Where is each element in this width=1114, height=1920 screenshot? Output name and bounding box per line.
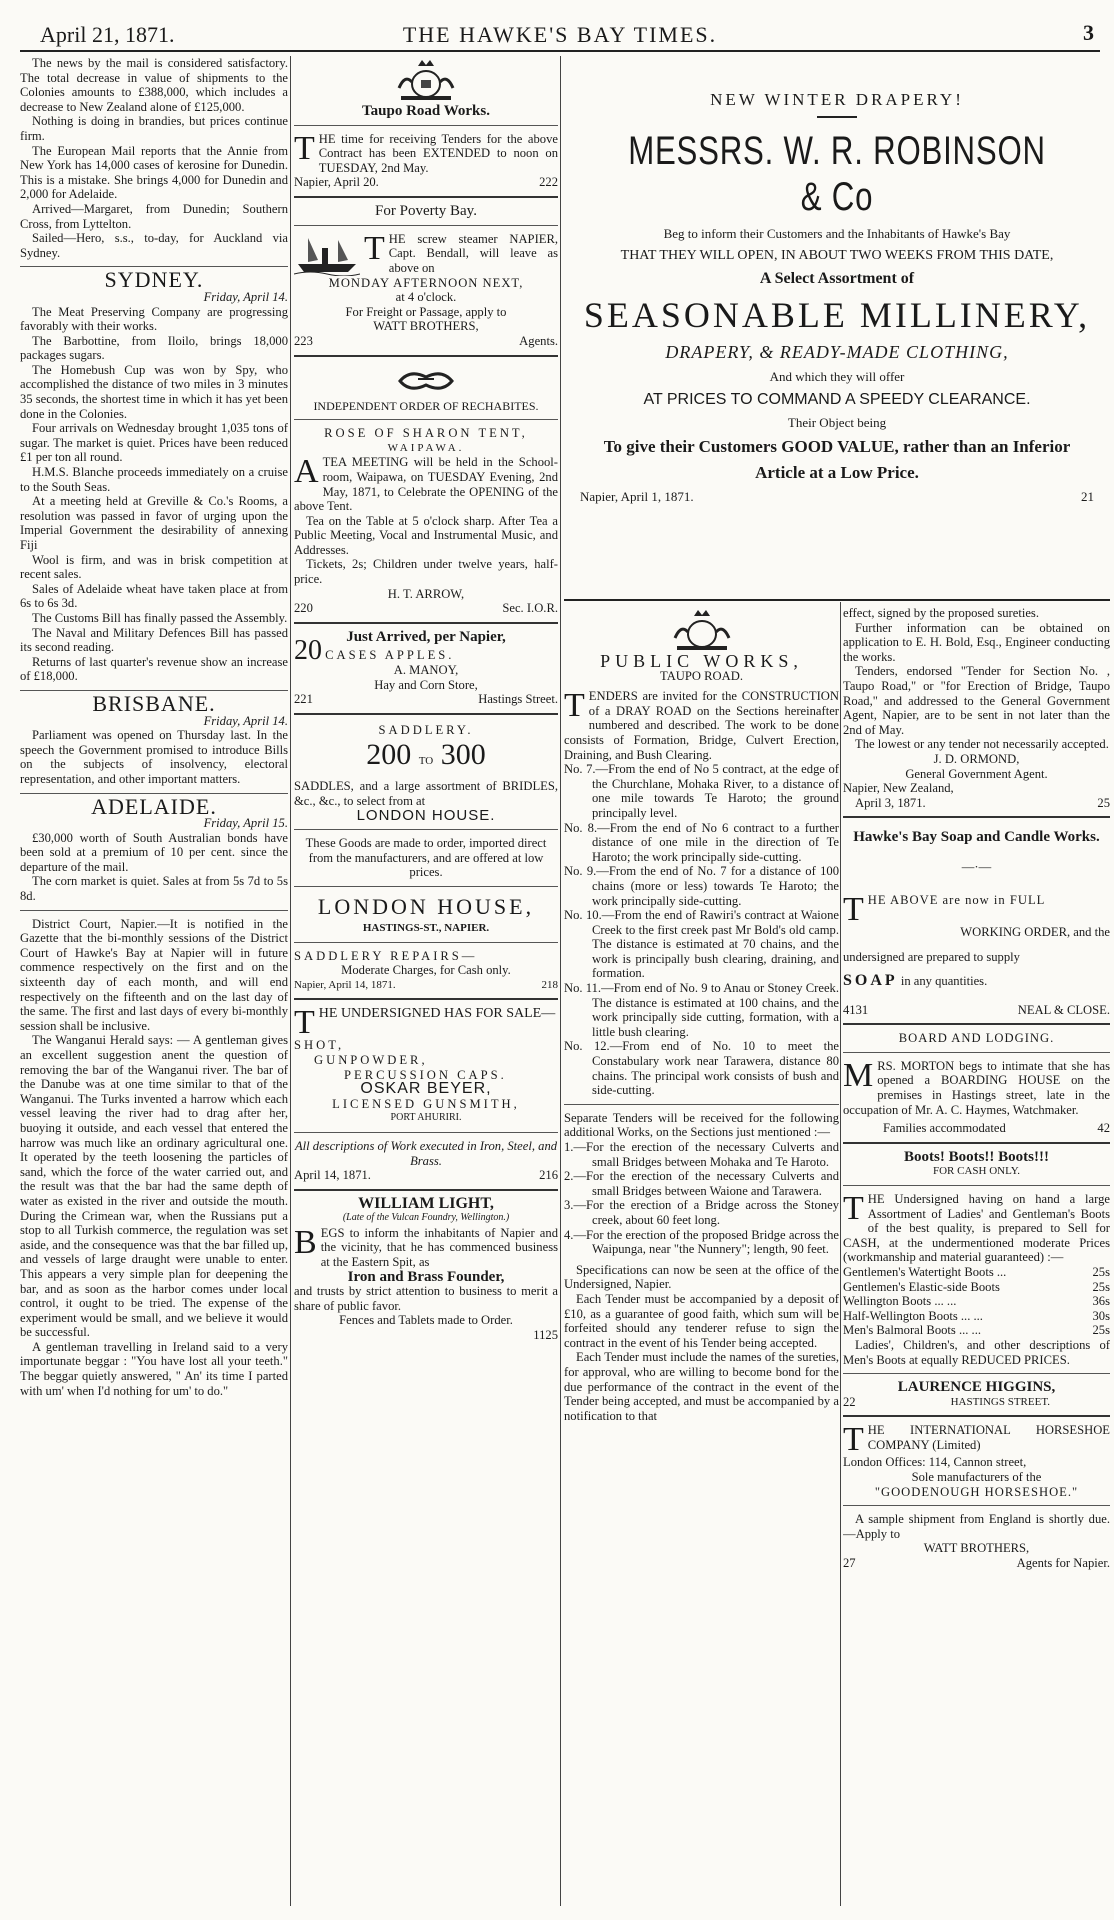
drop-cap: T — [564, 687, 585, 725]
price-item: Gentlemen's Elastic-side Boots — [843, 1279, 1000, 1294]
ad-place: Napier, April 1, 1871. — [580, 489, 694, 504]
ad-number: 216 — [539, 1168, 558, 1183]
ad-rule — [564, 1104, 839, 1105]
tender-item: No. 12.—From end of No. 10 to meet the Constabulary work near Tarawera, distance 80 chains. The principal work consists of bush and side-cutting. — [564, 1039, 839, 1098]
ad-number: 22 — [843, 1394, 856, 1409]
ad-body: These Goods are made to order, imported direct from the manufacturers, and are offered at low prices. — [305, 836, 547, 880]
ad-place: April 14, 1871. — [294, 1168, 371, 1183]
news-paragraph: The Naval and Military Defences Bill has passed its second reading. — [20, 625, 288, 655]
news-paragraph: The news by the mail is considered satisfactory. The total decrease in value of shipments to the Colonies amounts to £388,000, which includes a decrease to New Zealand alone of £125,000. — [20, 56, 288, 114]
ad-number: 25 — [1097, 795, 1110, 810]
work-item: 2.—For the erection of the necessary Culverts and small Bridges between Waione and Tarawera. — [564, 1169, 839, 1198]
price-item: Men's Balmoral Boots ... ... — [843, 1323, 981, 1338]
ad-number: 27 — [843, 1555, 856, 1570]
ad-number: 222 — [539, 175, 558, 190]
ad-line: H. T. ARROW, — [387, 586, 465, 601]
ad-line: undersigned are prepared to supply — [843, 949, 1020, 964]
ad-body: HE time for receiving Tenders for the above Contract has been EXTENDED to noon on TUESDAY, 2nd May. — [318, 131, 558, 175]
ad-body: HE INTERNATIONAL HORSESHOE COMPANY (Limited) — [867, 1423, 1110, 1452]
price-value: 25s — [1092, 1279, 1110, 1294]
ad-body: Separate Tenders will be received for the following additional Works, on the Sections just mentioned :— — [564, 1110, 839, 1140]
masthead-title: THE HAWKE'S BAY TIMES. — [402, 22, 718, 47]
work-item: 3.—For the erection of a Bridge across the Stoney creek, about 60 feet long. — [564, 1198, 839, 1227]
ad-line: J. D. ORMOND, — [933, 751, 1020, 766]
ad-title: LONDON HOUSE, — [317, 893, 535, 919]
price-item: Gentlemen's Watertight Boots ... — [843, 1265, 1007, 1279]
steamer-ship-icon — [294, 232, 360, 276]
ads-column-right — [843, 606, 1110, 1906]
ad-headline: SEASONABLE MILLINERY, — [583, 295, 1091, 335]
ad-number: 223 — [294, 333, 313, 348]
ad-line: SOAP — [843, 972, 898, 990]
price-row — [843, 1265, 1110, 1280]
ad-line: Article at a Low Price. — [755, 463, 919, 482]
ad-rule — [294, 829, 558, 830]
ad-rule — [843, 816, 1110, 818]
news-paragraph: The Wanganui Herald says: — A gentleman gives an excellent suggestion anent the question of removing the bar of the Wanganui river. The bar of the Danube was at one time similar to that of the Wanganui. The Turks invented a harrow which each vessel leaving the river had to drag after her, buoying it outside, and each vessel that entered the harrow was much like an ordinary agricultural one. It operated by the teeth loosening the particles of sand, which the force of the water carried out, and the result was that the bar had the same depth of water as existed in the river and outside the mouth. During the Crimean war, when the Russians put a stop to all Turkish commerce, the regulation was set aside, and the consequence was that the bar filled up, and vessels of large draught were unable to enter. This appears a very simple plan for deepening the bar, and as soon as the harbor comes under local control, it ought to be tried. The expense of the experiment would be small, and we believe it would be successful. — [20, 1033, 288, 1340]
ad-line: WAIPAWA. — [387, 441, 465, 454]
ad-line: LICENSED GUNSMITH, — [332, 1096, 520, 1111]
price-row — [843, 1280, 1110, 1295]
ad-big-number: 300 — [440, 738, 486, 772]
ad-line: PERCUSSION CAPS. — [344, 1067, 507, 1082]
ad-rule — [294, 622, 558, 624]
ad-body: Ladies', Children's, and other descriptions of Men's Boots at equally REDUCED PRICES. — [843, 1337, 1110, 1367]
ad-rule — [294, 355, 558, 357]
news-paragraph: Wool is firm, and was in brisk competition at recent sales. — [20, 552, 288, 582]
ad-body: Each Tender must be accompanied by a deposit of £10, as a guarantee of good faith, which sum will be forfeited should any tenderer refuse to sign the contract in the event of his Tender being accepted. — [564, 1291, 839, 1350]
ad-line: WATT BROTHERS, — [373, 319, 479, 334]
tender-item: No. 7.—From the end of No 5 contract, at the edge of the Churchlane, Mohaka River, to a distance of one mile towards Te Haroto; the ground principally level. — [564, 762, 839, 820]
ad-number: 21 — [1081, 489, 1094, 504]
ad-rule — [294, 998, 558, 1000]
ad-number: 221 — [294, 692, 313, 707]
ad-line: Their Object being — [787, 415, 887, 430]
ad-body: Tenders, endorsed "Tender for Section No. , Taupo Road," or "for Erection of Bridge, Taupo Road," and addressed to the General Government Agent, Napier, are to be sent in not later than the 2nd of May. — [843, 664, 1110, 737]
ad-body: All descriptions of Work executed in Iron, Steel, and Brass. — [294, 1138, 558, 1168]
section-heading-adelaide: ADELAIDE. — [91, 793, 217, 819]
tender-item: No. 9.—From the end of No. 7 for a distance of 100 chains (more or less) towards Te Haroto; the work principally side-cutting. — [564, 864, 839, 908]
price-item: Wellington Boots ... ... — [843, 1294, 957, 1309]
tender-item: No. 11.—From end of No. 9 to Anau or Stoney Creek. The distance is estimated at 100 chains, and the work principally side cutting, formation, with a little bush clearing. — [564, 981, 839, 1039]
drop-cap: T — [843, 1421, 864, 1459]
ad-line: WORKING ORDER, and the — [960, 924, 1110, 939]
works-list — [564, 1140, 839, 1257]
ad-line: GUNPOWDER, — [314, 1052, 428, 1067]
ad-body: HE screw steamer NAPIER, Capt. Bendall, will leave as above on — [388, 231, 558, 275]
ad-title: Taupo Road Works. — [362, 103, 490, 119]
ad-rule — [843, 1142, 1110, 1144]
ad-line: TO — [418, 755, 434, 768]
ad-number: 4131 — [843, 1002, 869, 1017]
tender-list — [564, 762, 839, 1098]
column-divider — [840, 602, 841, 1906]
ad-line: HASTINGS-ST., NAPIER. — [362, 921, 490, 934]
news-paragraph: The corn market is quiet. Sales at from 5s 7d to 5s 8d. — [20, 874, 288, 904]
ad-rule — [817, 116, 857, 118]
ad-line: General Government Agent. — [905, 766, 1048, 781]
news-paragraph: District Court, Napier.—It is notified in the Gazette that the bi-monthly sessions of the District Court of Hawke's Bay at Napier will in future commence respectively on the first and on the sixteenth day of each month, and will end respectively on the fifteenth and on the last day of the same. The first and last days of every bi-monthly session shall be inclusive. — [20, 916, 288, 1033]
ad-line: MONDAY AFTERNOON NEXT, — [328, 275, 524, 290]
ad-line: To give their Customers GOOD VALUE, rather than an Inferior — [603, 437, 1071, 456]
ad-body: ENDERS are invited for the CONSTRUCTION of a DRAY ROAD on the Sections hereinafter numbered and described. The work to be done consists of Formation, Bridge, Culvert Erection, Draining, and Bush Clearing. — [564, 689, 839, 762]
drop-cap: T — [364, 229, 385, 267]
ad-rule — [843, 1052, 1110, 1053]
ad-rule — [843, 1415, 1110, 1417]
dateline: Friday, April 14. — [203, 713, 288, 728]
ad-line: Families accommodated — [883, 1121, 1006, 1136]
news-paragraph: £30,000 worth of South Australian bonds have been sold at a premium of 10 per cent. since the departure of the mail. — [20, 830, 288, 874]
ad-title: PUBLIC WORKS, — [600, 651, 803, 671]
ad-line: OSKAR BEYER, — [360, 1080, 492, 1098]
ad-line: (Late of the Vulcan Foundry, Wellington.) — [342, 1212, 510, 1224]
price-value: 25s — [1092, 1265, 1110, 1279]
ad-title: Just Arrived, per Napier, — [346, 628, 506, 645]
ad-line: Agents. — [519, 333, 558, 348]
work-item: 4.—For the erection of the proposed Bridge across the Waipunga, near "the Nunnery"; length, 90 feet. — [564, 1227, 839, 1257]
royal-crest-icon — [667, 608, 737, 652]
news-paragraph: The European Mail reports that the Annie from New York has 14,000 cases of kerosine for Dunedin. This is a mistake. She brings 4,000 for Dunedin and 2,000 for Adelaide. — [20, 143, 288, 202]
drop-cap: A — [294, 453, 319, 491]
section-heading-brisbane: BRISBANE. — [92, 690, 216, 716]
ad-title: SADDLERY. — [378, 722, 474, 737]
ad-rule — [294, 1189, 558, 1191]
ad-body: Tea on the Table at 5 o'clock sharp. After Tea a Public Meeting, Vocal and Instrumental Music, and Addresses. — [294, 513, 558, 557]
tender-item: No. 8.—From the end of No 6 contract to a further distance of one mile in the direction of Te Haroto; the work principally side-cutting. — [564, 820, 839, 864]
ad-number: 42 — [1097, 1121, 1110, 1136]
ad-line: Iron and Brass Founder, — [347, 1268, 505, 1285]
ad-line: Fences and Tablets made to Order. — [339, 1313, 513, 1328]
price-row — [843, 1294, 1110, 1309]
masthead-date: April 21, 1871. — [40, 22, 175, 47]
ad-title: NEW WINTER DRAPERY! — [710, 90, 964, 109]
ad-line: NEAL & CLOSE. — [1017, 1002, 1110, 1017]
ad-rule — [843, 1023, 1110, 1025]
ad-big-number: 20 — [294, 635, 322, 667]
ad-rule — [294, 419, 558, 420]
ad-body: TEA MEETING will be held in the School-room, Waipawa, on TUESDAY Evening, 2nd May, 1871, to Celebrate the OPENING of the above Tent. — [294, 455, 558, 514]
ad-number: 218 — [541, 978, 558, 991]
ad-line: Moderate Charges, for Cash only. — [341, 963, 511, 978]
ad-line: And which they will offer — [769, 369, 905, 384]
drop-cap: T — [294, 1004, 315, 1042]
ad-line: A Select Assortment of — [759, 270, 915, 287]
ad-body: EGS to inform the inhabitants of Napier and the vicinity, that he has commenced business at the Eastern Spit, as — [320, 1225, 558, 1270]
ad-title: Boots! Boots!! Boots!!! — [904, 1148, 1049, 1165]
ad-line: LONDON HOUSE. — [356, 806, 496, 824]
ad-headline: MESSRS. W. R. ROBINSON & Co — [628, 129, 1046, 219]
tender-item: No. 10.—From the end of Rawiri's contract at Waione Creek to the first creek past Mr Bold's old camp. The distance is estimated at 70 chains, and the work is principally bush clearing, draining, and formation. — [564, 908, 839, 981]
price-row — [843, 1309, 1110, 1324]
drop-cap: T — [843, 1190, 864, 1228]
ad-rule — [294, 713, 558, 715]
column-divider — [560, 56, 561, 1906]
news-paragraph: The Meat Preserving Company are progressing favorably with their works. — [20, 304, 288, 334]
ad-body: HE Undersigned having on hand a large Assortment of Ladies' and Gentleman's Boots of the best quality, is prepared to Sell for CASH, at the undermentioned moderate Prices (workmanship and material guaranteed) :— — [843, 1192, 1110, 1265]
ad-body: SADDLES, and a large assortment of BRIDLES, &c., &c., to select from at — [294, 779, 558, 808]
ad-rule — [843, 1373, 1110, 1374]
ad-title: INDEPENDENT ORDER OF RECHABITES. — [313, 398, 539, 413]
drop-cap: M — [843, 1056, 874, 1094]
ad-rule — [294, 196, 558, 198]
ad-line: FOR CASH ONLY. — [932, 1165, 1021, 1178]
news-paragraph: Nothing is doing in brandies, but prices continue firm. — [20, 114, 288, 143]
news-column — [20, 56, 288, 1906]
dateline: Friday, April 15. — [203, 816, 288, 831]
news-paragraph: H.M.S. Blanche proceeds immediately on a cruise to the South Seas. — [20, 465, 288, 494]
news-paragraph: Four arrivals on Wednesday brought 1,035 tons of sugar. The market is quiet. Prices have been reduced £1 per ton all round. — [20, 421, 288, 465]
ad-line: WATT BROTHERS, — [923, 1541, 1030, 1556]
ad-line: "GOODENOUGH HORSESHOE." — [874, 1484, 1079, 1499]
ad-line: For Freight or Passage, apply to — [345, 304, 507, 319]
ad-body: Tickets, 2s; Children under twelve years, half-price. — [294, 557, 558, 587]
ad-place: Napier, April 14, 1871. — [294, 978, 396, 991]
ad-line: DRAPERY, & READY-MADE CLOTHING, — [665, 342, 1009, 362]
ad-rule — [294, 1132, 558, 1133]
ad-line: A. MANOY, — [393, 663, 459, 678]
price-value: 36s — [1092, 1294, 1110, 1309]
ad-body: HE UNDERSIGNED HAS FOR SALE— — [318, 1006, 556, 1022]
ad-title: WILLIAM LIGHT, — [358, 1194, 494, 1212]
ad-line: HASTINGS STREET. — [950, 1395, 1050, 1408]
news-paragraph: The Homebush Cup was won by Spy, who accomplished the distance of two miles in 3 minutes 35 seconds, the shortest time in which it has yet been done in the Colonies. — [20, 362, 288, 421]
ad-line: CASES APPLES. — [325, 648, 455, 663]
news-paragraph: The Customs Bill has finally passed the Assembly. — [32, 610, 288, 625]
work-item: 1.—For the erection of the necessary Culverts and small Bridges between Mohaka and Te Haroto. — [564, 1140, 839, 1169]
ad-rule — [294, 225, 558, 226]
ad-body: and trusts by strict attention to business to merit a share of public favor. — [294, 1284, 558, 1313]
dateline: Friday, April 14. — [203, 289, 288, 304]
robinson-drapery-ad — [564, 56, 1110, 601]
ad-line: AT PRICES TO COMMAND A SPEEDY CLEARANCE. — [643, 391, 1031, 408]
price-row — [843, 1323, 1110, 1338]
ad-rule — [294, 942, 558, 943]
ad-rule — [564, 599, 1110, 601]
ad-title: LAURENCE HIGGINS, — [897, 1379, 1056, 1396]
ad-line: Sole manufacturers of the — [911, 1469, 1042, 1484]
news-paragraph: Arrived—Margaret, from Dunedin; Southern Cross, from Lyttelton. — [20, 201, 288, 231]
ad-body: RS. MORTON begs to intimate that she has opened a BOARDING HOUSE on the premises in Hastings street, late in the occupation of Mr. A. C. Haymes, Watchmaker. — [843, 1058, 1110, 1117]
ad-line: Sec. I.O.R. — [502, 601, 558, 616]
ad-line: Agents for Napier. — [1016, 1555, 1110, 1570]
ad-line: London Offices: 114, Cannon street, — [843, 1455, 1027, 1470]
news-paragraph: A gentleman travelling in Ireland said to a very importunate beggar : "You have lost all your teeth." The beggar quietly answered, " An' its time I parted with um' when I'd nothing for um' to do." — [20, 1339, 288, 1398]
ad-body: HE ABOVE are now in FULL — [867, 892, 1046, 907]
ad-big-number: 200 — [366, 738, 412, 772]
ad-line: SADDLERY REPAIRS— — [294, 948, 478, 963]
ad-body: A sample shipment from England is shortly due.—Apply to — [843, 1512, 1110, 1541]
news-paragraph: Returns of last quarter's revenue show an increase of £18,000. — [20, 654, 288, 684]
clasped-hands-icon — [396, 363, 456, 397]
news-paragraph: The Barbottine, from Iloilo, brings 18,000 packages sugars. — [20, 333, 288, 363]
drop-cap: T — [843, 890, 864, 928]
price-list — [843, 1265, 1110, 1338]
price-value: 25s — [1092, 1323, 1110, 1338]
section-rule — [20, 910, 288, 911]
ad-body: effect, signed by the proposed sureties. — [843, 606, 1039, 620]
ad-place: Napier, April 20. — [294, 175, 379, 190]
news-paragraph: At a meeting held at Greville & Co.'s Rooms, a resolution was passed in favor of urging upon the Imperial Government the desirability of annexing Fiji — [20, 494, 288, 552]
ad-rule — [294, 886, 558, 887]
ad-body: Each Tender must include the names of the sureties, for approval, who are willing to become bond for the due performance of the contract in the event of the Tender being accepted, and must be accompanied by a notification to that — [564, 1350, 839, 1423]
price-item: Half-Wellington Boots ... ... — [843, 1308, 983, 1323]
ad-title: For Poverty Bay. — [375, 202, 477, 219]
price-value: 30s — [1092, 1308, 1110, 1323]
ad-place: April 3, 1871. — [855, 795, 926, 810]
page-number: 3 — [1083, 20, 1094, 45]
ad-number: 1125 — [533, 1328, 558, 1343]
news-paragraph: Parliament was opened on Thursday last. In the speech the Government promised to introduce Bills on the subjects of insolvency, electoral representation, and other important matters. — [20, 728, 288, 786]
ad-title: Hawke's Bay Soap and Candle Works. — [853, 829, 1100, 846]
drop-cap: T — [294, 129, 315, 167]
ad-line: in any quantities. — [900, 974, 988, 989]
ad-line: THAT THEY WILL OPEN, IN ABOUT TWO WEEKS FROM THIS DATE, — [620, 248, 1054, 263]
public-works-column — [564, 606, 839, 1906]
ad-body: The lowest or any tender not necessarily accepted. — [855, 737, 1109, 752]
section-heading-sydney: SYDNEY. — [104, 267, 204, 293]
ad-line: ROSE OF SHARON TENT, — [324, 426, 528, 441]
ad-line: Napier, New Zealand, — [843, 781, 954, 796]
ad-line: —·— — [961, 860, 992, 875]
ad-line: at 4 o'clock. — [395, 290, 457, 305]
ad-line: PORT AHURIRI. — [390, 1112, 462, 1124]
news-paragraph: Sailed—Hero, s.s., to-day, for Auckland via Sydney. — [20, 231, 288, 260]
ads-column — [294, 56, 558, 1906]
ad-line: Beg to inform their Customers and the Inhabitants of Hawke's Bay — [663, 226, 1011, 241]
royal-crest-icon — [391, 58, 461, 102]
ad-number: 220 — [294, 601, 313, 616]
ad-line: TAUPO ROAD. — [660, 668, 743, 683]
ad-line: Hastings Street. — [478, 692, 558, 707]
ad-body: Specifications can now be seen at the office of the Undersigned, Napier. — [564, 1262, 839, 1292]
ad-line: Hay and Corn Store, — [374, 677, 478, 692]
ad-line: SHOT, — [294, 1038, 345, 1053]
news-paragraph: Sales of Adelaide wheat have taken place at from 6s to 6s 3d. — [20, 581, 288, 611]
column-divider — [290, 56, 291, 1906]
ad-title: BOARD AND LODGING. — [898, 1031, 1055, 1046]
ad-rule — [843, 1185, 1110, 1186]
ad-rule — [294, 125, 558, 126]
ad-rule — [843, 1505, 1110, 1506]
drop-cap: B — [294, 1223, 317, 1261]
masthead — [20, 8, 1100, 52]
ad-body: Further information can be obtained on application to E. H. Bold, Esq., Engineer conducting the works. — [843, 620, 1110, 664]
